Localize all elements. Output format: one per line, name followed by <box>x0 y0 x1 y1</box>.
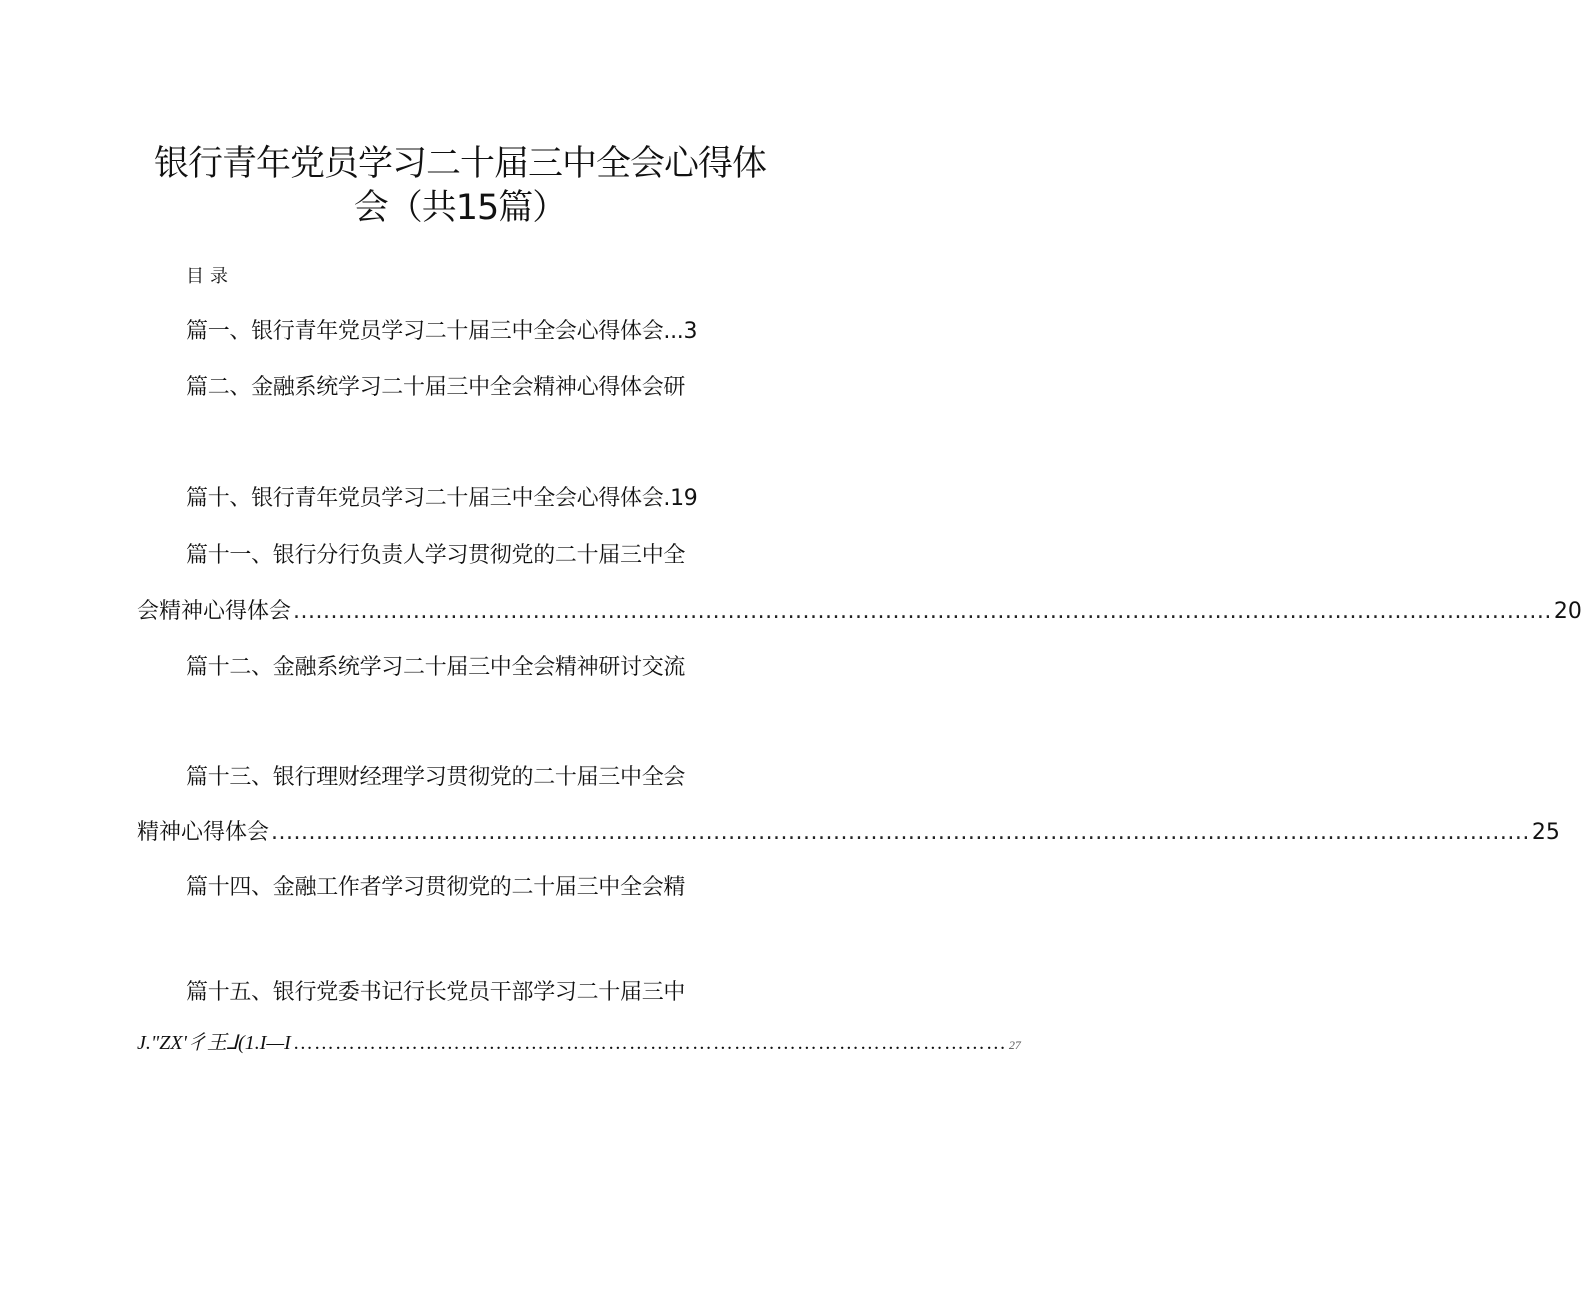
toc-entry-13-line-1[interactable]: 篇十三、银行理财经理学习贯彻党的二十届三中全会 <box>186 765 686 790</box>
toc-entry-15-line-1[interactable]: 篇十五、银行党委书记行长党员干部学习二十届三中 <box>186 980 686 1005</box>
toc-entry-1[interactable]: 篇一、银行青年党员学习二十届三中全会心得体会...3 <box>186 319 698 344</box>
dot-leader: ........................................................................................................................................................................ <box>293 599 1552 624</box>
document-title-line-2: 会（共15篇） <box>353 188 567 228</box>
toc-entry-11-line-2[interactable] <box>137 594 1582 624</box>
toc-entry-15-text: J."ZX'彳王⅃(1.I—I <box>137 1032 291 1054</box>
toc-entry-11-line-1[interactable]: 篇十一、银行分行负责人学习贯彻党的二十届三中全 <box>186 543 686 568</box>
toc-entry-13-page: 25 <box>1531 820 1560 845</box>
toc-entry-15-line-2[interactable] <box>137 1026 1021 1054</box>
toc-entry-2[interactable]: 篇二、金融系统学习二十届三中全会精神心得体会研 <box>186 375 686 400</box>
toc-entry-10[interactable]: 篇十、银行青年党员学习二十届三中全会心得体会.19 <box>186 486 698 511</box>
toc-heading: 目录 <box>186 266 234 287</box>
toc-entry-15-page: 27 <box>1008 1038 1021 1052</box>
document-title-line-1: 银行青年党员学习二十届三中全会心得体 <box>153 144 766 184</box>
toc-entry-13-text: 精神心得体会 <box>137 820 270 845</box>
toc-entry-13-line-2[interactable] <box>137 815 1560 845</box>
toc-entry-11-page: 20 <box>1553 599 1582 624</box>
toc-entry-11-text: 会精神心得体会 <box>137 599 292 624</box>
toc-entry-14[interactable]: 篇十四、金融工作者学习贯彻党的二十届三中全会精 <box>186 875 686 900</box>
dot-leader: ........................................................................................................................................................................ <box>271 820 1530 845</box>
dot-leader: ………………………………………………………………………………………… <box>292 1032 1007 1054</box>
toc-entry-12[interactable]: 篇十二、金融系统学习二十届三中全会精神研讨交流 <box>186 655 686 680</box>
